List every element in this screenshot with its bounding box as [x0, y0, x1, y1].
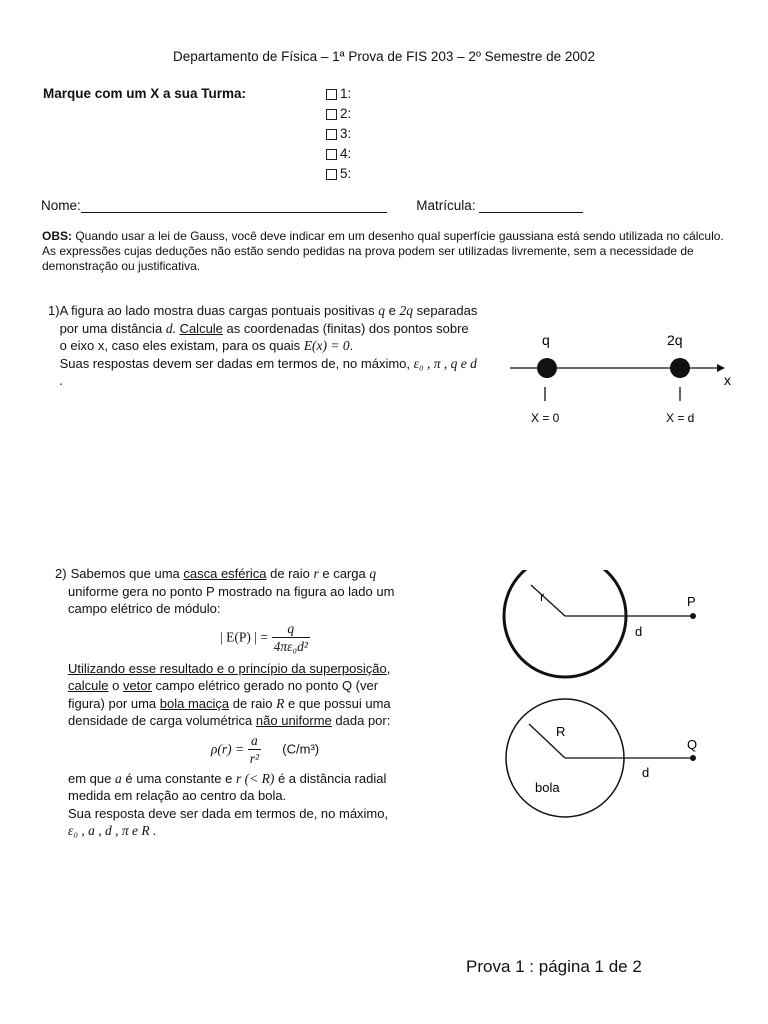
turma-option-5[interactable]: 5: — [326, 164, 351, 184]
obs-text: Quando usar a lei de Gauss, você deve indicar em um desenho qual superfície gaussiana está sendo utilizada no cálculo. As expressões cujas deduções não estão sendo pedidas na prova podem ser utilizadas livremente, sem a necessidade de demonstração ou justificativa. — [42, 229, 724, 273]
q2-equation-field: | E(P) | = $\frac{q}{\text{4πε₀d²}}$ — [220, 620, 308, 654]
q2-number: 2) — [55, 566, 67, 581]
name-field[interactable] — [81, 198, 387, 213]
checkbox[interactable] — [326, 149, 337, 160]
page-title: Departamento de Física – 1ª Prova de FIS 203 – 2º Semestre de 2002 — [173, 49, 595, 64]
shell-radius — [531, 585, 565, 616]
matricula-field[interactable] — [479, 198, 583, 213]
student-info-row — [41, 198, 761, 213]
point-q — [690, 755, 696, 761]
turma-option-4[interactable]: 4: — [326, 144, 351, 164]
name-label: Nome: — [41, 198, 81, 213]
turma-label: Marque com um X a sua Turma: — [43, 86, 247, 101]
turma-options — [326, 84, 351, 184]
ball-distance-label: d — [642, 765, 650, 780]
charge-2q-label: 2q — [667, 332, 683, 348]
charge-q — [537, 358, 557, 378]
shell-distance-label: d — [635, 624, 643, 639]
turma-option-3[interactable]: 3: — [326, 124, 351, 144]
axis-arrow-icon — [717, 364, 725, 372]
ball-radius-label: R — [556, 724, 566, 739]
checkbox[interactable] — [326, 169, 337, 180]
checkbox[interactable] — [326, 89, 337, 100]
pos-xd-label: X = d — [666, 411, 695, 425]
q2-density-equation: ρ(r) = $\frac{a}{\text{r²}}$ (C/m³) — [210, 732, 320, 766]
ball-label: bola — [535, 780, 560, 795]
page-number: Prova 1 : página 1 de 2 — [466, 957, 642, 976]
matricula-label: Matrícula: — [416, 198, 476, 213]
turma-option-1[interactable]: 1: — [326, 84, 351, 104]
charge-2q — [670, 358, 690, 378]
q1-number: 1) — [48, 303, 60, 318]
checkbox[interactable] — [326, 129, 337, 140]
obs-label: OBS: — [42, 229, 72, 243]
charge-q-label: q — [542, 332, 550, 348]
q1-charges-figure — [505, 325, 745, 435]
point-p-label: P — [687, 594, 696, 609]
obs-note — [42, 229, 732, 274]
turma-option-2[interactable]: 2: — [326, 104, 351, 124]
axis-x-label: x — [724, 372, 731, 388]
q2-figures — [495, 570, 720, 830]
q1-condition: E(x) = 0 — [303, 338, 350, 353]
checkbox[interactable] — [326, 109, 337, 120]
q1-calcule: Calcule — [179, 320, 223, 336]
point-p — [690, 613, 696, 619]
question-1: 1) A figura ao lado mostra duas cargas pontuais positivas q e 2q separadas por uma distância d. Calcule as coordenadas (finitas) dos pontos sobre o eixo x, caso eles existam, para os quais E(x) = 0. Suas respostas devem ser dadas em termos de, no máximo, ε₀ , π , q e d . — [48, 303, 478, 388]
spherical-shell — [504, 570, 626, 677]
point-q-label: Q — [687, 737, 698, 752]
shell-radius-label: r — [540, 589, 545, 604]
question-2: 2) Sabemos que uma casca esférica de raio r e carga q uniforme gera no ponto P mostrado na figura ao lado um campo elétrico de módulo: | E(P) | = $\frac{q}{\text{4πε₀d²}}$ Utilizando esse resultado e o princípio da superposição, calcule o vetor campo elétrico gerado no ponto Q (ver figura) por uma bola maciça de raio R e que possui uma densidade de carga volumétrica não uniforme dada por: ρ(r) = $\frac{a}{\text{r²}}$ (C/m³) em que a é uma constante e r (< R) é a distância radial medida em relação ao centro da bola. Sua resposta deve ser dada em termos de, no máximo, ε₀ , a , d , π e R . — [45, 565, 485, 840]
pos-x0-label: X = 0 — [531, 411, 560, 425]
